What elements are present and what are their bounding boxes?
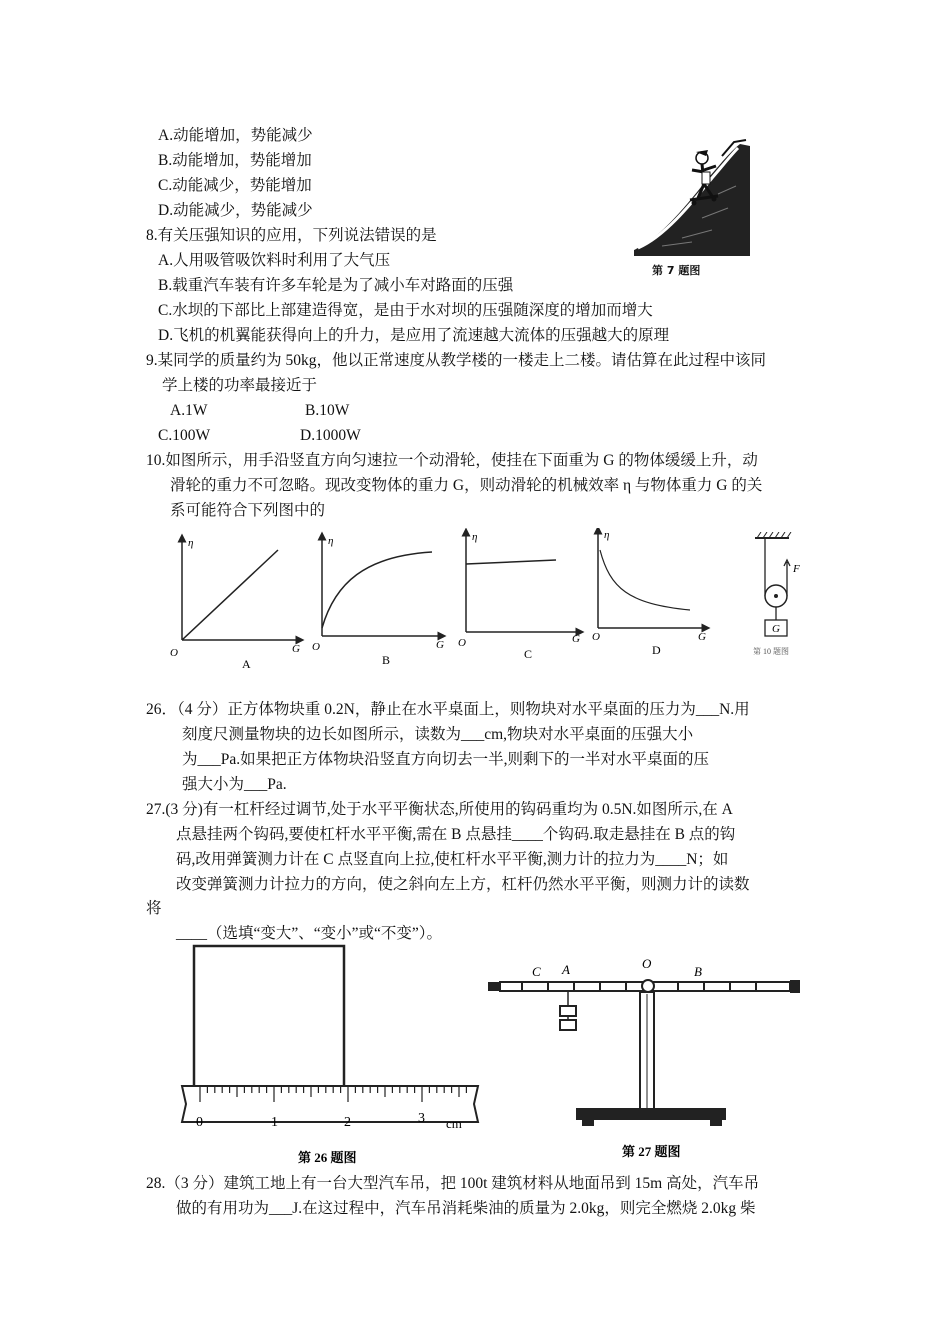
graph-c-y-label: η [472, 531, 478, 543]
q10-stem-line2: 滑轮的重力不可忽略。现改变物体的重力 G，则动滑轮的机械效率 η 与物体重力 G 的关 [170, 477, 763, 494]
skateboard-slope-illustration [632, 138, 752, 278]
graph-c-origin: O [458, 637, 466, 649]
cube-block [194, 946, 344, 1096]
graph-a-x-label: G [292, 643, 300, 655]
graph-d-label: D [652, 643, 661, 657]
graph-b-origin: O [312, 641, 320, 653]
q10-stem-line1: 10.如图所示，用手沿竖直方向匀速拉一个动滑轮，使挂在下面重为 G 的物体缓缓上升，动 [146, 452, 758, 469]
q7-figure [632, 138, 752, 278]
q9-option-c: C.100W [158, 427, 211, 444]
graph-d-origin: O [592, 631, 600, 643]
graph-a-y-label: η [188, 537, 194, 549]
q7-option-a: A.动能增加，势能减少 [158, 127, 313, 144]
lever-label-b: B [694, 964, 702, 979]
q9-stem-line2: 学上楼的功率最接近于 [162, 377, 318, 394]
q28-line2: 做的有用功为___J.在这过程中，汽车吊消耗柴油的质量为 2.0kg，则完全燃烧 2.0kg 柴 [176, 1200, 756, 1217]
q7-option-b: B.动能增加，势能增加 [158, 152, 312, 169]
q9-stem-line1: 9.某同学的质量约为 50kg，他以正常速度从教学楼的一楼走上二楼。请估算在此过程中该同 [146, 352, 767, 369]
q26-line3: 为___Pa.如果把正方体物块沿竖直方向切去一半,则剩下的一半对水平桌面的压 [182, 751, 710, 768]
lever-base [576, 1108, 726, 1120]
q26-line2: 刻度尺测量物块的边长如图所示，读数为___cm,物块对水平桌面的压强大小 [182, 726, 694, 743]
pulley-force-label: F [793, 563, 800, 575]
q10-figure-caption: 第 10 题图 [753, 647, 789, 656]
q27-line1: 27.(3 分)有一杠杆经过调节,处于水平平衡状态,所使用的钩码重均为 0.5N.如图所示,在 A [146, 801, 733, 818]
q28-line1: 28.（3 分）建筑工地上有一台大型汽车吊，把 100t 建筑材料从地面吊到 15m 高处，汽车吊 [146, 1175, 760, 1192]
graph-d-x-label: G [698, 631, 706, 643]
q27-line6: ____（选填“变大”、“变小”或“不变”）。 [176, 925, 443, 942]
graph-d-curve [600, 550, 690, 610]
graph-c-curve [466, 560, 556, 564]
q8-stem: 8.有关压强知识的应用，下列说法错误的是 [146, 227, 437, 244]
q27-lever-figure [486, 950, 806, 1170]
q9-option-b: B.10W [305, 402, 350, 419]
q26-line1: 26．（4 分）正方体物块重 0.2N，静止在水平桌面上，则物块对水平桌面的压力为___N.用 [146, 701, 750, 718]
lever-pivot [642, 980, 654, 992]
q8-option-a: A.人用吸管吸饮料时利用了大气压 [158, 252, 391, 269]
q7-option-c: C.动能减少，势能增加 [158, 177, 312, 194]
q8-option-d: D.飞机的机翼能获得向上的升力，是应用了流速越大流体的压强越大的原理 [158, 327, 670, 344]
ruler-unit: cm [446, 1116, 462, 1131]
graph-a-label: A [242, 657, 251, 671]
graph-b-curve [322, 552, 432, 628]
hook-weight-2 [560, 1020, 576, 1030]
q26-ruler-figure [178, 944, 483, 1169]
q8-option-c: C.水坝的下部比上部建造得宽，是由于水对坝的压强随深度的增加而增大 [158, 302, 653, 319]
hook-weight-1 [560, 1006, 576, 1016]
graph-d-y-label: η [604, 529, 610, 541]
q9-option-d: D.1000W [300, 427, 361, 444]
graph-b [312, 535, 444, 667]
q7-option-d: D.动能减少，势能减少 [158, 202, 313, 219]
graph-a-curve [182, 550, 278, 640]
lever-label-a: A [562, 962, 570, 977]
ruler-body [182, 1086, 478, 1122]
q27-line5: 将 [146, 900, 162, 917]
q10-graphs [160, 528, 720, 678]
graph-c-x-label: G [572, 633, 580, 645]
q27-line3: 码,改用弹簧测力计在 C 点竖直向上拉,使杠杆水平平衡,测力计的拉力为____N；如 [176, 851, 729, 868]
q26-figure-caption: 第 26 题图 [298, 1150, 357, 1165]
q27-line4: 改变弹簧测力计拉力的方向，使之斜向左上方，杠杆仍然水平平衡，则测力计的读数 [176, 876, 750, 893]
q26-line4: 强大小为___Pa. [182, 776, 287, 793]
q27-line2: 点悬挂两个钩码,要使杠杆水平平衡,需在 B 点悬挂____个钩码.取走悬挂在 B 点的钩 [176, 826, 736, 843]
ruler-tick-3: 3 [418, 1111, 425, 1126]
q9-option-a: A.1W [170, 402, 208, 419]
force-arrow-icon [784, 560, 790, 568]
q27-figure-caption: 第 27 题图 [622, 1144, 681, 1159]
graph-b-label: B [382, 653, 391, 667]
pulley-weight-label: G [772, 623, 780, 635]
q10-stem-line3: 系可能符合下列图中的 [170, 502, 326, 519]
ruler-tick-2: 2 [344, 1115, 351, 1130]
q8-option-b: B.载重汽车装有许多车轮是为了减小车对路面的压强 [158, 277, 514, 294]
q10-pulley-figure [745, 532, 820, 662]
ruler-tick-0: 0 [196, 1115, 203, 1130]
graph-b-y-label: η [328, 535, 334, 547]
graph-d [592, 529, 706, 657]
lever-label-o: O [642, 956, 652, 971]
graph-a [170, 537, 300, 671]
graph-a-origin: O [170, 647, 178, 659]
graph-c [458, 531, 580, 661]
lever-label-c: C [532, 964, 541, 979]
graph-b-x-label: G [436, 639, 444, 651]
graph-c-label: C [524, 647, 533, 661]
ruler-tick-1: 1 [271, 1115, 278, 1130]
q7-figure-caption: 第 7 题图 [652, 264, 701, 277]
